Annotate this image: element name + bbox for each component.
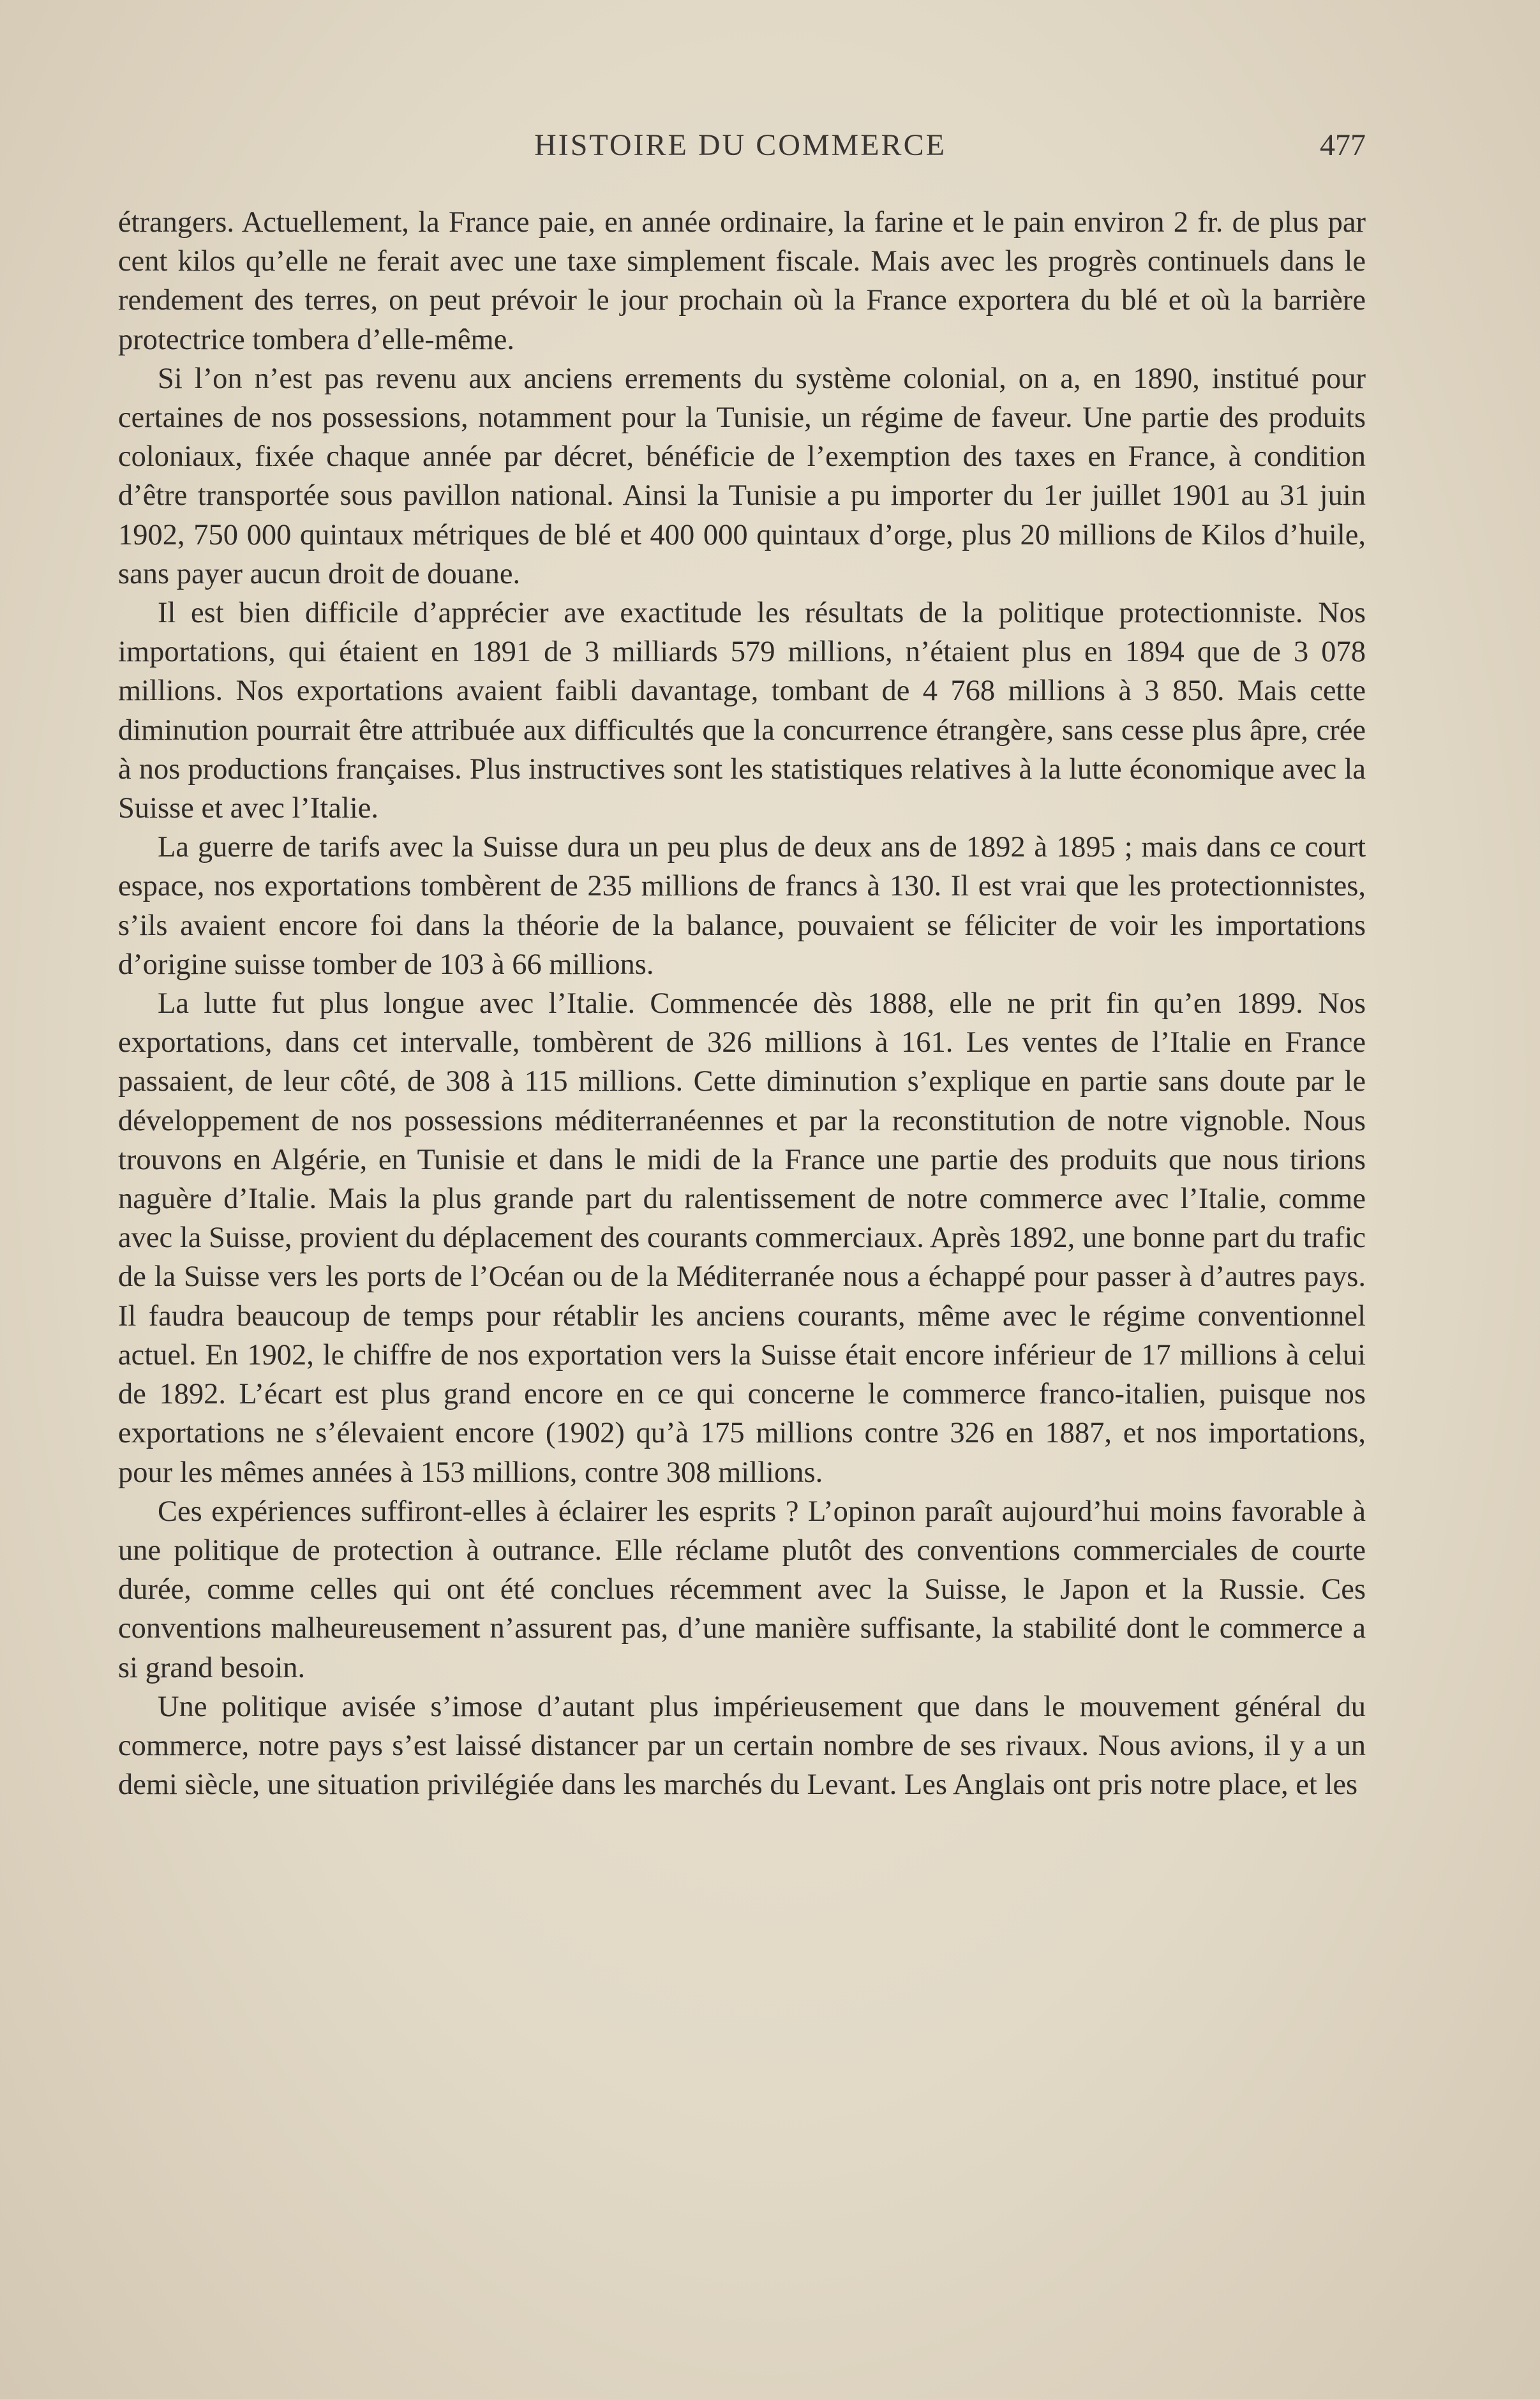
paragraph: Si l’on n’est pas revenu aux anciens errements du système colonial, on a, en 1890, institué pour certaines de nos possessions, notamment pour la Tunisie, un régime de faveur. Une partie des produits coloniaux, fixée chaque année par décret, bénéficie de l’exemption des taxes en France, à condition d’être transportée sous pavillon national. Ainsi la Tunisie a pu importer du 1er juillet 1901 au 31 juin 1902, 750 000 quintaux métriques de blé et 400 000 quintaux d’orge, plus 20 millions de Kilos d’huile, sans payer aucun droit de douane. [118,362,1366,590]
paragraph: La guerre de tarifs avec la Suisse dura un peu plus de deux ans de 1892 à 1895 ; mais dans ce court espace, nos exportations tombèrent de 235 millions de francs à 130. Il est vrai que les protectionnistes, s’ils avaient encore foi dans la théorie de la balance, pouvaient se féliciter de voir les importations d’origine suisse tomber de 103 à 66 millions. [118,831,1366,981]
page-number: 477 [1320,128,1366,162]
paragraph: Une politique avisée s’imose d’autant plus impérieusement que dans le mouvement général du commerce, notre pays s’est laissé distancer par un certain nombre de ses rivaux. Nous avions, il y a un demi siècle, une situation privilégiée dans les marchés du Levant. Les Anglais ont pris notre place, et les [118,1690,1366,1802]
page-header [115,128,1366,172]
running-title: HISTOIRE DU COMMERCE [534,128,946,162]
paragraph: étrangers. Actuellement, la France paie, en année ordinaire, la farine et le pain environ 2 fr. de plus par cent kilos qu’elle ne ferait avec une taxe simplement fiscale. Mais avec les progrès continuels dans le rendement des terres, on peut prévoir le jour prochain où la France exportera du blé et où la barrière protectrice tombera d’elle-même. [118,206,1366,356]
paragraph: La lutte fut plus longue avec l’Italie. Commencée dès 1888, elle ne prit fin qu’en 1899. Nos exportations, dans cet intervalle, tombèrent de 326 millions à 161. Les ventes de l’Italie en France passaient, de leur côté, de 308 à 115 millions. Cette diminution s’explique en partie sans doute par le développement de nos possessions méditerranéennes et par la reconstitution de notre vignoble. Nous trouvons en Algérie, en Tunisie et dans le midi de la France une partie des produits que nous tirions naguère d’Italie. Mais la plus grande part du ralentissement de notre commerce avec l’Italie, comme avec la Suisse, provient du déplacement des courants commerciaux. Après 1892, une bonne part du trafic de la Suisse vers les ports de l’Océan ou de la Méditerranée nous a échappé pour passer à d’autres pays. Il faudra beaucoup de temps pour rétablir les anciens courants, même avec le régime conventionnel actuel. En 1902, le chiffre de nos exportation vers la Suisse était encore inférieur de 17 millions à celui de 1892. L’écart est plus grand encore en ce qui concerne le commerce franco-italien, puisque nos exportations ne s’élevaient encore (1902) qu’à 175 millions contre 326 en 1887, et nos importations, pour les mêmes années à 153 millions, contre 308 millions. [118,987,1366,1489]
body-text [118,203,1366,1804]
paragraph: Il est bien difficile d’apprécier ave exactitude les résultats de la politique protectionniste. Nos importations, qui étaient en 1891 de 3 milliards 579 millions, n’étaient plus en 1894 que de 3 078 millions. Nos exportations avaient faibli davantage, tombant de 4 768 millions à 3 850. Mais cette diminution pourrait être attribuée aux difficultés que la concurrence étrangère, sans cesse plus âpre, crée à nos productions françaises. Plus instructives sont les statistiques relatives à la lutte économique avec la Suisse et avec l’Italie. [118,597,1366,825]
paragraph: Ces expériences suffiront-elles à éclairer les esprits ? L’opinon paraît aujourd’hui moins favorable à une politique de protection à outrance. Elle réclame plutôt des conventions commerciales de courte durée, comme celles qui ont été conclues récemment avec la Suisse, le Japon et la Russie. Ces conventions malheureusement n’assurent pas, d’une manière suffisante, la stabilité dont le commerce a si grand besoin. [118,1495,1366,1684]
